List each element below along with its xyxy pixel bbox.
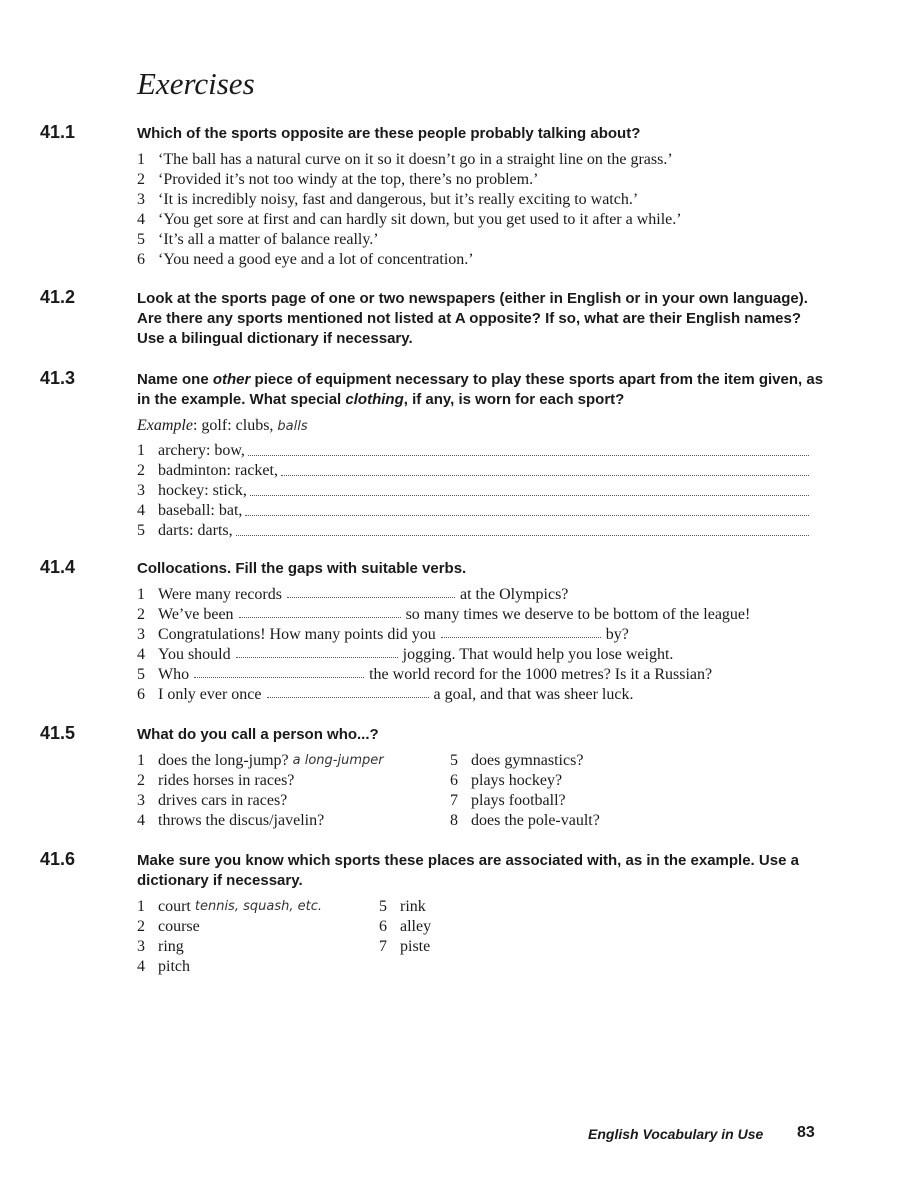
item-text: badminton: racket,	[158, 462, 278, 479]
exercise-number: 41.2	[40, 287, 76, 307]
item-number: 4	[137, 812, 145, 829]
list-item	[137, 170, 827, 190]
item-number: 5	[137, 522, 145, 539]
item-text: ‘Provided it’s not too windy at the top, there’s no problem.’	[158, 171, 539, 188]
list-item	[137, 605, 827, 625]
list-item	[137, 250, 827, 270]
item-text: ring	[158, 938, 184, 955]
item-number: 1	[137, 151, 145, 168]
item-text: rides horses in races?	[158, 772, 295, 789]
item-text: does the pole-vault?	[471, 812, 600, 829]
item-text: does the long-jump?	[158, 752, 289, 769]
list-item	[450, 771, 600, 791]
instruction-text: piece of equipment necessary to play these sports apart from the item given, as in the example. What special	[137, 371, 824, 408]
exercise-body	[137, 851, 827, 977]
list-item	[137, 917, 379, 937]
item-text: ‘It is incredibly noisy, fast and dangerous, but it’s really exciting to watch.’	[158, 191, 639, 208]
item-number: 7	[379, 938, 387, 955]
item-number: 3	[137, 626, 145, 643]
item-list	[137, 150, 827, 270]
item-text: ‘It’s all a matter of balance really.’	[158, 231, 379, 248]
list-item	[137, 230, 827, 250]
item-text: piste	[400, 938, 431, 955]
item-text: baseball: bat,	[158, 502, 243, 519]
item-text: drives cars in races?	[158, 792, 288, 809]
item-number: 6	[137, 251, 145, 268]
instruction-text: , if any, is worn for each sport?	[403, 391, 625, 408]
answer-blank	[250, 481, 809, 496]
list-item	[450, 791, 600, 811]
item-text: ‘You need a good eye and a lot of concentration.’	[158, 251, 474, 268]
exercise-instruction: Make sure you know which sports these places are associated with, as in the example. Use a dictionary if necessary.	[137, 852, 799, 889]
item-text: We’ve been	[158, 606, 234, 623]
list-item	[137, 645, 827, 665]
exercise-body	[137, 124, 827, 270]
page-title: Exercises	[137, 66, 255, 101]
instruction-text: Name one	[137, 371, 213, 388]
item-number: 1	[137, 442, 145, 459]
answer-blank	[248, 441, 809, 456]
item-number: 1	[137, 898, 145, 915]
item-text: throws the discus/javelin?	[158, 812, 325, 829]
list-item	[379, 897, 431, 917]
list-item	[379, 937, 431, 957]
answer-blank	[236, 645, 398, 658]
right-column	[379, 897, 431, 977]
item-number: 2	[137, 171, 145, 188]
answer-blank	[287, 585, 455, 598]
item-text: Congratulations! How many points did you	[158, 626, 436, 643]
answer-blank	[239, 605, 401, 618]
instruction-emphasis: clothing	[345, 391, 404, 408]
list-item	[137, 665, 827, 685]
item-text: by?	[605, 626, 629, 643]
item-number: 3	[137, 792, 145, 809]
list-item	[450, 811, 600, 831]
item-number: 4	[137, 502, 145, 519]
left-column	[137, 751, 450, 831]
two-column-list	[137, 751, 827, 831]
two-column-list	[137, 897, 827, 977]
exercise-instruction: What do you call a person who...?	[137, 726, 379, 743]
exercise-instruction	[137, 370, 827, 410]
exercise-number: 41.6	[40, 849, 76, 869]
footer-book-title: English Vocabulary in Use	[588, 1126, 764, 1142]
list-item	[450, 751, 600, 771]
item-number: 4	[137, 646, 145, 663]
answer-blank	[236, 521, 809, 536]
item-text: archery: bow,	[158, 442, 245, 459]
item-text: pitch	[158, 958, 190, 975]
item-number: 6	[450, 772, 458, 789]
list-item	[137, 811, 450, 831]
example-answer: a long-jumper	[292, 753, 384, 768]
list-item	[137, 751, 450, 771]
footer-page-number: 83	[797, 1124, 815, 1141]
item-text: does gymnastics?	[471, 752, 584, 769]
list-item	[137, 190, 827, 210]
item-number: 5	[137, 231, 145, 248]
list-item	[137, 625, 827, 645]
list-item	[137, 150, 827, 170]
item-text: You should	[158, 646, 231, 663]
item-text: hockey: stick,	[158, 482, 247, 499]
answer-blank	[441, 625, 601, 638]
item-text: darts: darts,	[158, 522, 233, 539]
list-item	[137, 441, 809, 461]
item-number: 2	[137, 918, 145, 935]
list-item	[137, 957, 379, 977]
item-text: rink	[400, 898, 426, 915]
item-number: 8	[450, 812, 458, 829]
item-number: 5	[450, 752, 458, 769]
item-number: 5	[137, 666, 145, 683]
list-item	[137, 461, 809, 481]
answer-blank	[281, 461, 809, 476]
exercise-body	[137, 725, 827, 831]
exercise-number: 41.5	[40, 723, 76, 743]
example-answer: tennis, squash, etc.	[194, 899, 322, 914]
list-item	[137, 521, 809, 541]
item-text: a goal, and that was sheer luck.	[433, 686, 634, 703]
list-item	[137, 897, 379, 917]
list-item	[379, 917, 431, 937]
list-item	[137, 937, 379, 957]
item-list	[137, 441, 809, 541]
exercise-instruction: Look at the sports page of one or two newspapers (either in English or in your own language). Are there any sports mentioned not listed at A opposite? If so, what are their English names? Use a bilingual dictionary if necessary.	[137, 290, 808, 347]
item-number: 2	[137, 606, 145, 623]
item-text: Were many records	[158, 586, 282, 603]
list-item	[137, 791, 450, 811]
answer-blank	[194, 665, 364, 678]
item-number: 7	[450, 792, 458, 809]
example-line	[137, 416, 827, 437]
item-number: 1	[137, 752, 145, 769]
item-text: ‘You get sore at first and can hardly sit down, but you get used to it after a while.’	[158, 211, 682, 228]
list-item	[137, 501, 809, 521]
right-column	[450, 751, 600, 831]
item-number: 3	[137, 191, 145, 208]
list-item	[137, 210, 827, 230]
item-number: 4	[137, 211, 145, 228]
item-number: 6	[137, 686, 145, 703]
item-number: 5	[379, 898, 387, 915]
item-text: alley	[400, 918, 432, 935]
left-column	[137, 897, 379, 977]
item-text: plays hockey?	[471, 772, 563, 789]
list-item	[137, 585, 827, 605]
exercise-body	[137, 289, 827, 349]
exercise-number: 41.1	[40, 122, 76, 142]
item-text: jogging. That would help you lose weight.	[402, 646, 674, 663]
instruction-emphasis: other	[212, 371, 251, 388]
item-text: so many times we deserve to be bottom of the league!	[405, 606, 751, 623]
answer-blank	[245, 501, 809, 516]
item-text: Who	[158, 666, 190, 683]
example-text: : golf: clubs,	[192, 417, 274, 434]
item-list	[137, 585, 827, 705]
item-text: at the Olympics?	[459, 586, 569, 603]
list-item	[137, 771, 450, 791]
exercise-instruction: Which of the sports opposite are these people probably talking about?	[137, 125, 641, 142]
item-number: 3	[137, 482, 145, 499]
item-number: 3	[137, 938, 145, 955]
list-item	[137, 481, 809, 501]
item-number: 2	[137, 462, 145, 479]
item-text: course	[158, 918, 200, 935]
item-text: I only ever once	[158, 686, 262, 703]
item-text: court	[158, 898, 191, 915]
item-number: 2	[137, 772, 145, 789]
item-number: 6	[379, 918, 387, 935]
item-number: 1	[137, 586, 145, 603]
exercise-number: 41.3	[40, 368, 76, 388]
exercise-number: 41.4	[40, 557, 76, 577]
item-text: the world record for the 1000 metres? Is it a Russian?	[369, 666, 713, 683]
list-item	[137, 685, 827, 705]
exercise-instruction: Collocations. Fill the gaps with suitable verbs.	[137, 560, 467, 577]
item-number: 4	[137, 958, 145, 975]
answer-blank	[267, 685, 429, 698]
item-text: plays football?	[471, 792, 566, 809]
example-label: Example	[137, 417, 193, 434]
item-text: ‘The ball has a natural curve on it so it doesn’t go in a straight line on the grass.’	[158, 151, 673, 168]
example-answer: balls	[277, 419, 308, 434]
exercise-body	[137, 370, 827, 541]
exercise-body	[137, 559, 827, 705]
